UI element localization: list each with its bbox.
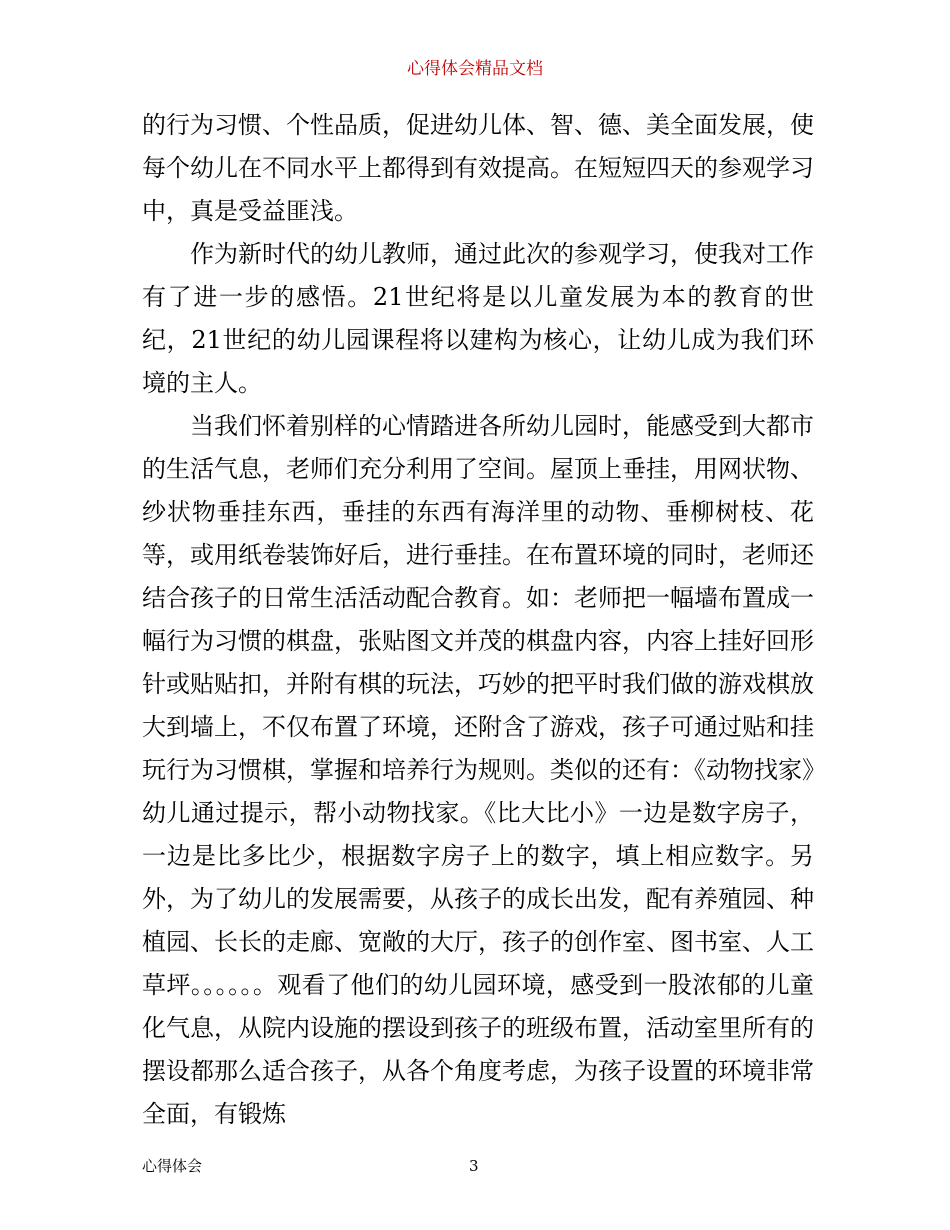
- page-number: 3: [469, 1157, 479, 1175]
- paragraph-continued: 的行为习惯、个性品质，促进幼儿体、智、德、美全面发展，使每个幼儿在不同水平上都得到有效提高。在短短四天的参观学习中，真是受益匪浅。: [142, 111, 814, 225]
- document-body: [142, 104, 814, 1136]
- paragraph: 作为新时代的幼儿教师，通过此次的参观学习，使我对工作有了进一步的感悟。21世纪将是以儿童发展为本的教育的世纪，21世纪的幼儿园课程将以建构为核心，让幼儿成为我们环境的主人。: [142, 240, 814, 397]
- paragraph: 当我们怀着别样的心情踏进各所幼儿园时，能感受到大都市的生活气息，老师们充分利用了空间。屋顶上垂挂，用网状物、纱状物垂挂东西，垂挂的东西有海洋里的动物、垂柳树枝、花等，或用纸卷装饰好后，进行垂挂。在布置环境的同时，老师还结合孩子的日常生活活动配合教育。如：老师把一幅墙布置成一幅行为习惯的棋盘，张贴图文并茂的棋盘内容，内容上挂好回形针或贴贴扣，并附有棋的玩法，巧妙的把平时我们做的游戏棋放大到墙上，不仅布置了环境，还附含了游戏，孩子可通过贴和挂玩行为习惯棋，掌握和培养行为规则。类似的还有：《动物找家》幼儿通过提示，帮小动物找家。《比大比小》一边是数字房子，一边是比多比少，根据数字房子上的数字，填上相应数字。另外，为了幼儿的发展需要，从孩子的成长出发，配有养殖园、种植园、长长的走廊、宽敞的大厅，孩子的创作室、图书室、人工草坪。。。。。。观看了他们的幼儿园环境，感受到一股浓郁的儿童化气息，从院内设施的摆设到孩子的班级布置，活动室里所有的摆设都那么适合孩子，从各个角度考虑，为孩子设置的环境非常全面，有锻炼: [142, 412, 814, 1128]
- page-header-title: 心得体会精品文档: [407, 59, 543, 79]
- footer-label: 心得体会: [142, 1157, 203, 1175]
